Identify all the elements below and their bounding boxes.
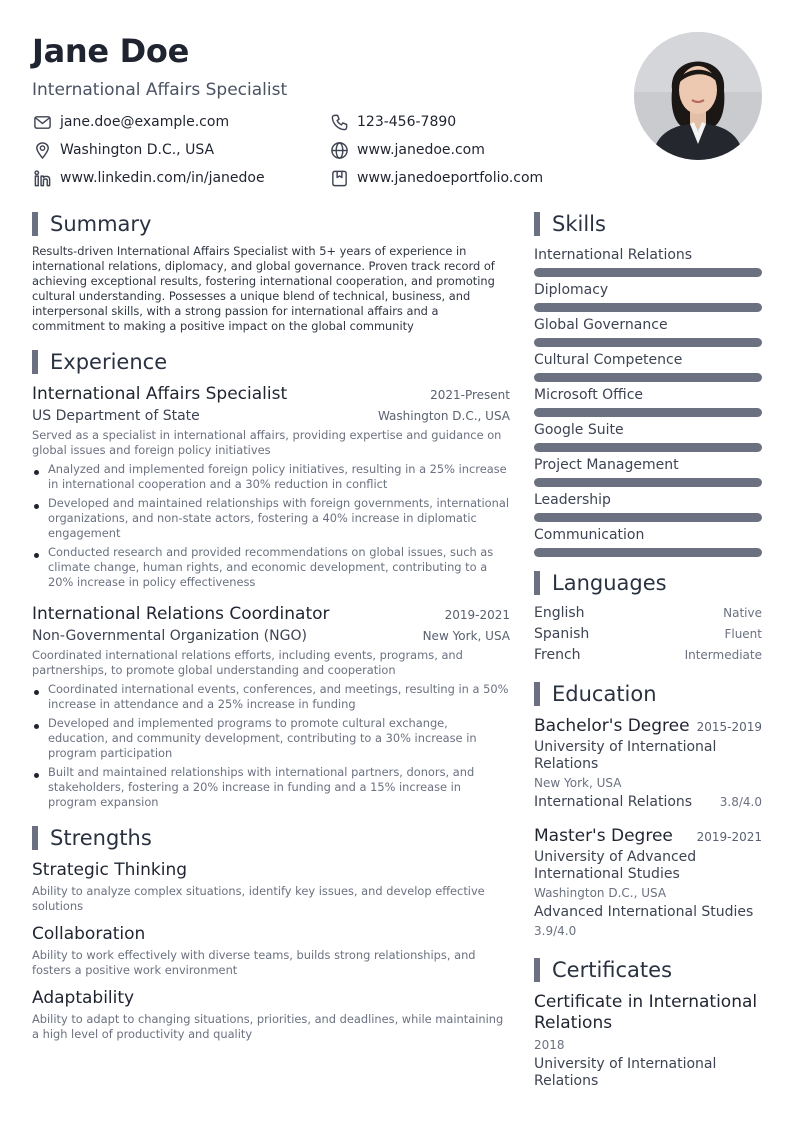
- strength-description: Ability to adapt to changing situations, priorities, and deadlines, while maintaining a high level of productivity and quality: [32, 1012, 504, 1041]
- location-pin-icon: [32, 140, 52, 160]
- education-section: [534, 682, 762, 938]
- strength-description: Ability to analyze complex situations, identify key issues, and develop effective solutions: [32, 884, 485, 913]
- languages-heading-text: Languages: [552, 571, 667, 595]
- achievement-item: Coordinated international events, conferences, and meetings, resulting in a 50% increase in attendance and a 25% increase in funding: [32, 682, 510, 712]
- skill-name: Diplomacy: [534, 282, 609, 298]
- achievement-item: Conducted research and provided recommendations on global issues, such as climate change, human rights, and economic development, contributing to a 20% increase in policy effectiveness: [32, 545, 510, 590]
- skill-level-bar: [534, 408, 762, 417]
- language-level: Native: [723, 606, 762, 620]
- skill-name: Communication: [534, 527, 645, 543]
- language-level: Intermediate: [684, 648, 762, 662]
- skill-item: [534, 491, 762, 522]
- skill-item: [534, 246, 762, 277]
- contact-website[interactable]: [329, 140, 592, 160]
- strength-title: Collaboration: [32, 924, 146, 944]
- language-item: [534, 605, 762, 626]
- skill-level-bar: [534, 513, 762, 522]
- summary-section: [32, 212, 510, 334]
- contact-email-text: jane.doe@example.com: [60, 114, 230, 130]
- heading-accent-bar: [534, 571, 540, 595]
- job-description: Coordinated international relations efforts, including events, programs, and partnerships, to promote global understanding and cooperation: [32, 648, 463, 677]
- achievement-item: Developed and implemented programs to promote cultural exchange, education, and community development, contributing to a 30% increase in program participation: [32, 716, 510, 761]
- skill-level-bar: [534, 338, 762, 347]
- mail-icon: [32, 112, 52, 132]
- summary-heading-text: Summary: [50, 212, 152, 236]
- strength-description: Ability to work effectively with diverse teams, builds strong relationships, and fosters a positive work environment: [32, 948, 476, 977]
- experience-heading: [32, 350, 510, 374]
- contact-location-text: Washington D.C., USA: [60, 142, 215, 158]
- contact-linkedin-text: www.linkedin.com/in/janedoe: [60, 170, 265, 186]
- skill-item: [534, 386, 762, 417]
- job-organization: Non-Governmental Organization (NGO): [32, 628, 307, 644]
- skill-level-bar: [534, 373, 762, 382]
- certificates-section: [534, 958, 762, 1090]
- job-location: Washington D.C., USA: [377, 409, 510, 423]
- language-name: French: [534, 647, 581, 663]
- linkedin-icon: [32, 168, 52, 188]
- achievement-item: Developed and maintained relationships with foreign governments, international organizations, and non-state actors, fostering a 40% increase in diplomatic engagement: [32, 496, 510, 541]
- contact-location: [32, 140, 329, 160]
- contact-website-text: www.janedoe.com: [357, 142, 485, 158]
- job-description: Served as a specialist in international affairs, providing expertise and guidance on global issues and foreign policy initiatives: [32, 428, 502, 457]
- skills-heading-text: Skills: [552, 212, 606, 236]
- skill-item: [534, 351, 762, 382]
- job-location: New York, USA: [422, 629, 510, 643]
- education-date: 2019-2021: [696, 830, 762, 844]
- achievement-item: Built and maintained relationships with international partners, donors, and stakeholders, fostering a 20% increase in funding and a 15% increase in program expansion: [32, 765, 510, 810]
- job-date: 2021-Present: [430, 388, 510, 402]
- heading-accent-bar: [32, 350, 38, 374]
- job-organization: US Department of State: [32, 408, 200, 424]
- heading-accent-bar: [32, 826, 38, 850]
- strengths-heading: [32, 826, 510, 850]
- skill-level-bar: [534, 478, 762, 487]
- certificate-issuer: University of International Relations: [534, 1056, 717, 1089]
- bookmark-icon: [329, 168, 349, 188]
- job-achievements: [32, 462, 510, 590]
- left-column: [32, 212, 510, 1042]
- skill-level-bar: [534, 443, 762, 452]
- strengths-heading-text: Strengths: [50, 826, 152, 850]
- education-degree: Bachelor's Degree: [534, 716, 690, 736]
- summary-text: Results-driven International Affairs Specialist with 5+ years of experience in international relations, diplomacy, and global governance. Proven track record of achieving exceptional results, fostering international cooperation, and promoting cultural understanding. Possesses a unique blend of technical, business, and interpersonal skills, with a strong passion for international affairs and a commitment to making a positive impact on the global community: [32, 244, 495, 333]
- job-title: International Affairs Specialist: [32, 384, 288, 404]
- right-column: [534, 212, 762, 1090]
- skill-level-bar: [534, 303, 762, 312]
- education-heading-text: Education: [552, 682, 657, 706]
- profile-photo: [634, 32, 762, 160]
- skills-heading: [534, 212, 762, 236]
- heading-accent-bar: [32, 212, 38, 236]
- achievement-item: Analyzed and implemented foreign policy initiatives, resulting in a 25% increase in international cooperation and a 30% reduction in conflict: [32, 462, 510, 492]
- contact-phone-text: 123-456-7890: [357, 114, 457, 130]
- language-level: Fluent: [724, 627, 762, 641]
- skill-item: [534, 421, 762, 452]
- contact-phone[interactable]: [329, 112, 592, 132]
- languages-section: [534, 571, 762, 668]
- skill-item: [534, 281, 762, 312]
- certificate-title: Certificate in International Relations: [534, 992, 758, 1033]
- contact-list: [32, 112, 592, 188]
- language-item: [534, 626, 762, 647]
- heading-accent-bar: [534, 682, 540, 706]
- skill-name: Global Governance: [534, 317, 668, 333]
- strengths-section: [32, 826, 510, 1042]
- education-item: [534, 716, 762, 810]
- education-heading: [534, 682, 762, 706]
- education-field: Advanced International Studies: [534, 904, 754, 920]
- strength-item: [32, 924, 510, 978]
- skill-name: Leadership: [534, 492, 611, 508]
- skill-level-bar: [534, 548, 762, 557]
- skill-name: Google Suite: [534, 422, 624, 438]
- contact-email[interactable]: [32, 112, 329, 132]
- education-gpa: 3.9/4.0: [534, 924, 577, 938]
- skill-item: [534, 456, 762, 487]
- certificates-heading: [534, 958, 762, 982]
- certificate-item: [534, 992, 762, 1090]
- job-achievements: [32, 682, 510, 810]
- experience-section: [32, 350, 510, 810]
- education-date: 2015-2019: [696, 720, 762, 734]
- candidate-role: International Affairs Specialist: [32, 80, 288, 100]
- job-entry: [32, 384, 510, 590]
- education-school: University of International Relations: [534, 739, 717, 772]
- education-location: New York, USA: [534, 776, 622, 790]
- skill-name: International Relations: [534, 247, 693, 263]
- skill-name: Microsoft Office: [534, 387, 644, 403]
- skill-item: [534, 316, 762, 347]
- skill-item: [534, 526, 762, 557]
- certificate-year: 2018: [534, 1038, 565, 1052]
- language-name: English: [534, 605, 585, 621]
- language-name: Spanish: [534, 626, 590, 642]
- strength-title: Strategic Thinking: [32, 860, 188, 880]
- contact-linkedin[interactable]: [32, 168, 329, 188]
- certificates-heading-text: Certificates: [552, 958, 673, 982]
- experience-heading-text: Experience: [50, 350, 168, 374]
- skill-name: Cultural Competence: [534, 352, 683, 368]
- languages-heading: [534, 571, 762, 595]
- language-item: [534, 647, 762, 668]
- contact-portfolio-text: www.janedoeportfolio.com: [357, 170, 544, 186]
- education-location: Washington D.C., USA: [534, 886, 667, 900]
- phone-icon: [329, 112, 349, 132]
- skills-section: [534, 212, 762, 557]
- strength-title: Adaptability: [32, 988, 135, 1008]
- education-gpa: 3.8/4.0: [719, 795, 762, 809]
- education-school: University of Advanced International Studies: [534, 849, 697, 882]
- job-title: International Relations Coordinator: [32, 604, 330, 624]
- strength-item: [32, 988, 510, 1042]
- skill-level-bar: [534, 268, 762, 277]
- skill-name: Project Management: [534, 457, 679, 473]
- education-field: International Relations: [534, 794, 693, 810]
- heading-accent-bar: [534, 958, 540, 982]
- education-item: [534, 826, 762, 938]
- job-entry: [32, 604, 510, 810]
- education-degree: Master's Degree: [534, 826, 673, 846]
- contact-portfolio[interactable]: [329, 168, 592, 188]
- heading-accent-bar: [534, 212, 540, 236]
- job-date: 2019-2021: [444, 608, 510, 622]
- strength-item: [32, 860, 510, 914]
- summary-heading: [32, 212, 510, 236]
- skills-list: [534, 246, 762, 557]
- globe-icon: [329, 140, 349, 160]
- candidate-name: Jane Doe: [32, 32, 189, 70]
